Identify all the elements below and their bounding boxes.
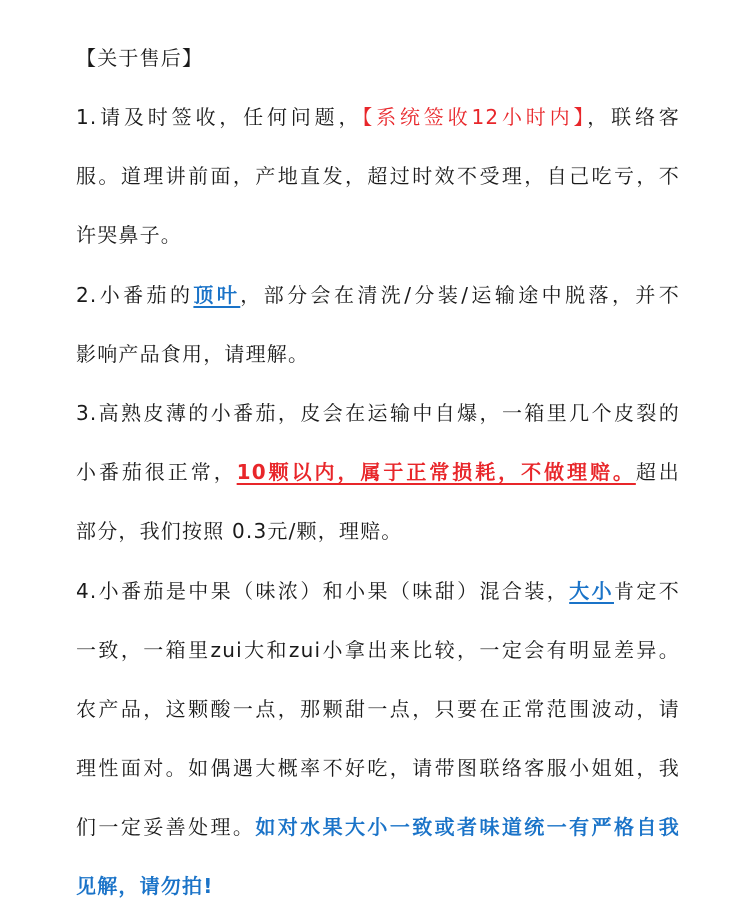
p4-line-6 (76, 872, 680, 900)
p4-line-5 (76, 813, 680, 841)
p4-highlight-size: 大小 (569, 579, 614, 603)
p4-text-line2: 一致，一箱里zui大和zui小拿出来比较，一定会有明显差异。 (76, 638, 680, 662)
p4-text-b: 肯定不 (613, 579, 680, 603)
p2-text-b: ，部分会在清洗/分装/运输途中脱落，并不 (240, 283, 680, 307)
p1-line-3 (76, 221, 680, 249)
p4-text-line5a: 们一定妥善处理。 (76, 815, 256, 839)
heading-text: 【关于售后】 (76, 46, 204, 70)
p4-highlight-strict-preference: 如对水果大小一致或者味道统一有严格自我 (255, 815, 680, 839)
p3-text-line1: 3.高熟皮薄的小番茄，皮会在运输中自爆，一箱里几个皮裂的 (76, 401, 680, 425)
p3-line-1 (76, 399, 680, 427)
p3-text-line3: 部分，我们按照 0.3元/颗，理赔。 (76, 519, 403, 543)
p4-text-line4: 理性面对。如偶遇大概率不好吃，请带图联络客服小姐姐，我 (76, 756, 680, 780)
p3-line-3 (76, 517, 680, 545)
p4-highlight-do-not-buy: 见解，请勿拍! (76, 874, 214, 898)
p3-text-a: 小番茄很正常， (76, 460, 237, 484)
p2-text-a: 2.小番茄的 (76, 283, 194, 307)
p1-text-b: ，联络客 (587, 105, 680, 129)
p2-highlight-top-leaf: 顶叶 (193, 283, 241, 307)
p1-text-a: 1.请及时签收，任何问题， (76, 105, 363, 129)
p1-line-1 (76, 103, 680, 131)
p4-line-4 (76, 754, 680, 782)
p3-line-2 (76, 458, 680, 486)
p4-line-2 (76, 636, 680, 664)
p2-line-2 (76, 340, 680, 368)
p1-text-line3: 许哭鼻子。 (76, 223, 182, 247)
p1-text-line2: 服。道理讲前面，产地直发，超过时效不受理，自己吃亏，不 (76, 164, 680, 188)
p4-line-1 (76, 577, 680, 605)
p3-highlight-loss-policy: 10颗以内，属于正常损耗，不做理赔。 (236, 460, 636, 484)
p1-highlight-sign-window: 【系统签收12小时内】 (362, 105, 588, 129)
p4-line-3 (76, 695, 680, 723)
p3-text-b: 超出 (635, 460, 680, 484)
p2-line-1 (76, 281, 680, 309)
section-heading (76, 44, 680, 72)
p2-text-line2: 影响产品食用，请理解。 (76, 342, 310, 366)
p1-line-2 (76, 162, 680, 190)
p4-text-line3: 农产品，这颗酸一点，那颗甜一点，只要在正常范围波动，请 (76, 697, 680, 721)
p4-text-a: 4.小番茄是中果（味浓）和小果（味甜）混合装， (76, 579, 570, 603)
